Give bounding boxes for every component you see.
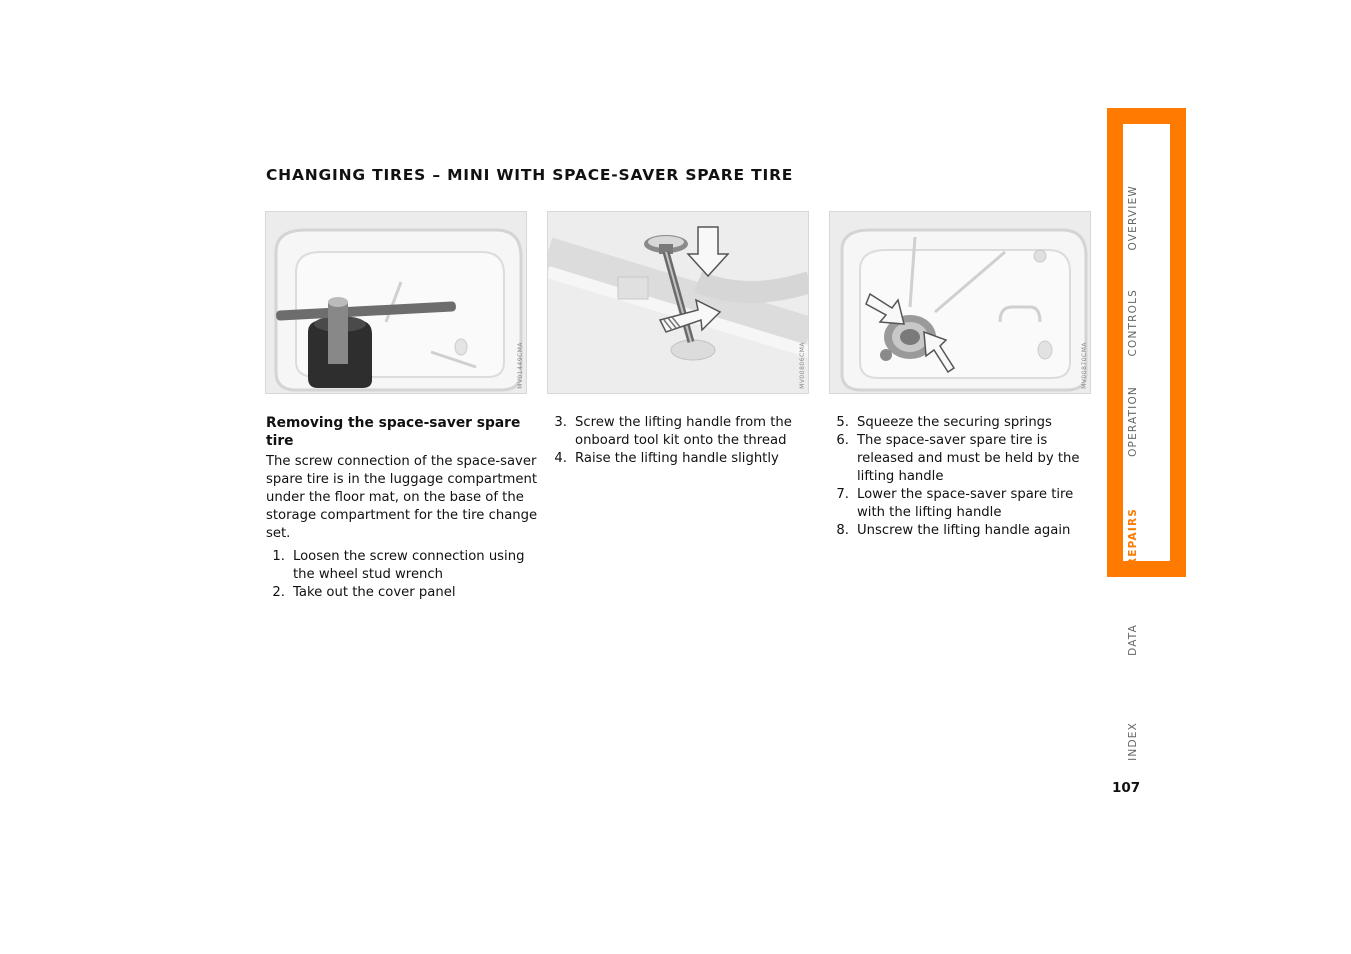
step-text: Screw the lifting handle from the onboard tool kit onto the thread — [575, 415, 792, 448]
steps-list-3 — [830, 414, 1098, 540]
column-1 — [266, 414, 538, 602]
tab-index[interactable]: INDEX — [1127, 722, 1139, 761]
step-number: 7. — [836, 487, 849, 502]
step-text: Lower the space-saver spare tire with the lifting handle — [857, 487, 1074, 520]
steps-list-2 — [548, 414, 798, 468]
step-number: 1. — [272, 549, 285, 564]
tab-data[interactable]: DATA — [1127, 624, 1139, 656]
column-2 — [548, 414, 798, 468]
column-3 — [830, 414, 1098, 540]
lug-wrench-illustration — [266, 212, 527, 394]
step-number: 6. — [836, 433, 849, 448]
tab-overview[interactable]: OVERVIEW — [1127, 185, 1139, 251]
step-number: 5. — [836, 415, 849, 430]
list-item — [830, 414, 1098, 432]
page-number: 107 — [1112, 780, 1141, 796]
figure-code: MV00870CMA — [1081, 342, 1088, 389]
section-sidebar — [1107, 108, 1186, 577]
tab-repairs[interactable]: REPAIRS — [1127, 508, 1139, 567]
list-item — [266, 584, 538, 602]
step-text: Loosen the screw connection using the wheel stud wrench — [293, 549, 525, 582]
figure-code: MV01449CMA — [517, 342, 524, 389]
steps-list-1 — [266, 548, 538, 602]
section-intro: The screw connection of the space-saver spare tire is in the luggage compartment under the floor mat, on the base of the storage compartment for the tire change set. — [266, 454, 538, 541]
list-item — [830, 486, 1098, 522]
figure-lug-wrench — [265, 211, 527, 394]
lifting-handle-illustration — [548, 212, 809, 394]
figure-lifting-handle — [547, 211, 809, 394]
list-item — [830, 432, 1098, 486]
list-item — [548, 450, 798, 468]
securing-springs-illustration — [830, 212, 1091, 394]
figure-code: MV00806CMA — [799, 342, 806, 389]
step-text: Take out the cover panel — [293, 585, 456, 600]
figure-securing-springs — [829, 211, 1091, 394]
step-number: 2. — [272, 585, 285, 600]
step-text: Raise the lifting handle slightly — [575, 451, 779, 466]
section-heading: Removing the space-saver spare tire — [266, 415, 521, 449]
step-number: 3. — [554, 415, 567, 430]
step-text: Squeeze the securing springs — [857, 415, 1052, 430]
list-item — [830, 522, 1098, 540]
step-text: The space-saver spare tire is released and must be held by the lifting handle — [857, 433, 1080, 484]
list-item — [266, 548, 538, 584]
step-number: 4. — [554, 451, 567, 466]
tab-controls[interactable]: CONTROLS — [1127, 289, 1139, 357]
step-number: 8. — [836, 523, 849, 538]
list-item — [548, 414, 798, 450]
step-text: Unscrew the lifting handle again — [857, 523, 1071, 538]
tab-operation[interactable]: OPERATION — [1127, 386, 1139, 457]
page-title: CHANGING TIRES – MINI WITH SPACE-SAVER SPARE TIRE — [266, 166, 794, 184]
